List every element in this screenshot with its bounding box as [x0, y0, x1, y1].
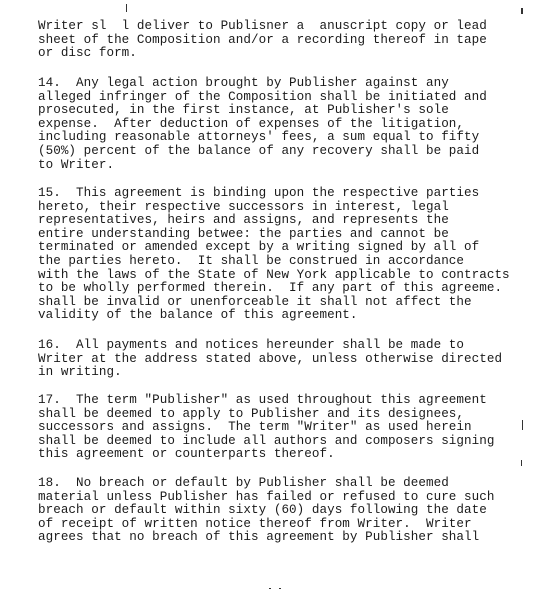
text-line: 18. No breach or default by Publisher shall be deemed: [38, 476, 449, 490]
text-line: hereto, their respective successors in interest, legal: [38, 199, 449, 214]
text-line: or disc form.: [38, 46, 137, 61]
text-line: prosecuted, in the first instance, at Publisher's sole: [38, 103, 449, 118]
text-line: this agreement or counterparts thereof.: [38, 447, 335, 462]
text-line: with the laws of the State of New York applicable to contracts: [38, 267, 510, 282]
text-line: to Writer.: [38, 157, 115, 172]
paragraph-18: [38, 477, 550, 545]
text-line: 16. All payments and notices hereunder shall be made to: [38, 338, 465, 352]
text-line: including reasonable attorneys' fees, a sum equal to fifty: [38, 130, 480, 145]
text-line: validity of the balance of this agreement.: [38, 308, 358, 323]
text-line: in writing.: [38, 365, 122, 380]
scan-speck: [522, 420, 523, 430]
text-line: breach or default within sixty (60) days following the date: [38, 503, 487, 518]
scan-speck: [269, 588, 271, 589]
text-line: agrees that no breach of this agreement by Publisher shall: [38, 530, 480, 545]
text-line: Writer sl l deliver to Publisner a anuscript copy or lead: [38, 19, 487, 33]
scan-speck: [279, 588, 281, 589]
text-line: shall be invalid or unenforceable it shall not affect the: [38, 294, 472, 309]
scan-speck: [521, 8, 523, 14]
paragraph-14: [38, 77, 550, 172]
text-line: alleged infringer of the Composition shall be initiated and: [38, 89, 487, 104]
text-line: successors and assigns. The term "Writer" as used herein: [38, 420, 472, 435]
scan-speck: [521, 460, 522, 466]
paragraph-17: [38, 394, 550, 462]
text-line: entire understanding betwee: the parties and cannot be: [38, 226, 449, 241]
text-line: 17. The term "Publisher" as used throughout this agreement: [38, 393, 487, 407]
text-line: sheet of the Composition and/or a recording thereof in tape: [38, 32, 487, 47]
text-line: the parties hereto. It shall be construed in accordance: [38, 253, 465, 268]
paragraph-fragment-top: [38, 20, 550, 61]
text-line: expense. After deduction of expenses of the litigation,: [38, 116, 465, 131]
text-line: to be wholly performed therein. If any part of this agreeme.: [38, 281, 503, 296]
text-line: material unless Publisher has failed or refused to cure such: [38, 489, 495, 504]
paragraph-15: [38, 187, 550, 323]
text-line: Writer at the address stated above, unless otherwise directed: [38, 351, 503, 366]
scan-speck: [126, 4, 127, 12]
text-line: 15. This agreement is binding upon the respective parties: [38, 186, 480, 200]
text-line: representatives, heirs and assigns, and represents the: [38, 213, 449, 228]
text-line: shall be deemed to include all authors and composers signing: [38, 433, 495, 448]
text-line: 14. Any legal action brought by Publisher against any: [38, 76, 449, 90]
paragraph-16: [38, 339, 550, 380]
text-line: terminated or amended except by a writing signed by all of: [38, 240, 480, 255]
text-line: of receipt of written notice thereof from Writer. Writer: [38, 516, 472, 531]
text-line: (50%) percent of the balance of any recovery shall be paid: [38, 143, 480, 158]
text-line: shall be deemed to apply to Publisher and its designees,: [38, 406, 465, 421]
